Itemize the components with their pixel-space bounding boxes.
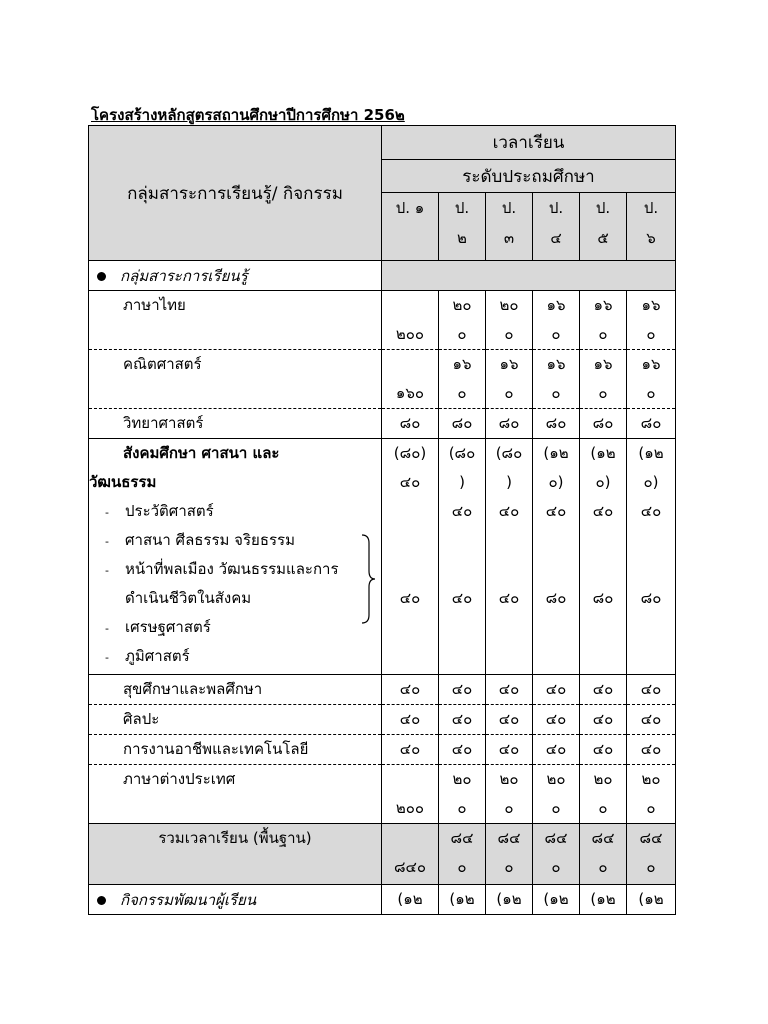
value-cell: ๔๐ (580, 675, 627, 705)
time-header: เวลาเรียน (382, 126, 676, 160)
value-cell: ๔๐ (627, 705, 676, 735)
value-cell: (๑๒ (580, 885, 627, 915)
section-shaded-cell (382, 261, 676, 291)
value-cell: ๔๐ (533, 675, 580, 705)
subject-science: วิทยาศาสตร์ (89, 409, 382, 439)
value-cell: ๔๐ (439, 735, 486, 765)
value-cell: ๘๐ (486, 409, 533, 439)
grade-header: ป. ๒ (439, 193, 486, 261)
value-cell: ๔๐ (486, 675, 533, 705)
value-cell: ๔๐ (382, 705, 439, 735)
value-cell: ๑๖ ๐ (533, 291, 580, 350)
value-cell: ๔๐ (382, 735, 439, 765)
list-item: - เศรษฐศาสตร์ (105, 618, 211, 636)
value-cell: ๒๐ ๐ (486, 291, 533, 350)
section-learning-areas: กลุ่มสาระการเรียนรู้ (89, 261, 382, 291)
bullet-icon (97, 272, 106, 281)
total-cell: ๘๔ ๐ (533, 824, 580, 885)
total-cell: ๘๔๐ (382, 824, 439, 885)
value-cell: ๑๖ ๐ (627, 350, 676, 409)
value-cell: ๒๐ ๐ (486, 765, 533, 824)
list-item: - หน้าที่พลเมือง วัฒนธรรมและการ (105, 560, 339, 578)
grade-header: ป. ๓ (486, 193, 533, 261)
curly-brace-icon (360, 533, 376, 625)
value-cell: ๔๐ (627, 735, 676, 765)
subject-career-tech: การงานอาชีพและเทคโนโลยี (89, 735, 382, 765)
value-cell: (๑๒ (533, 885, 580, 915)
subject-social-studies: สังคมศึกษา ศาสนา และ วัฒนธรรม - ประวัติศาสตร์ - ศาสนา ศีลธรรม จริยธรรม - หน้าที่พลเมือง วัฒนธรรมและการ ดำเนินชีวิตในสังคม - เศรษฐศาสตร์ - ภูมิศาสตร์ (89, 439, 382, 675)
value-cell: ๔๐ (382, 675, 439, 705)
value-cell: ๘๐ (627, 409, 676, 439)
total-cell: ๘๔ ๐ (627, 824, 676, 885)
value-cell: ๑๖ ๐ (627, 291, 676, 350)
document-title: โครงสร้างหลักสูตรสถานศึกษาปีการศึกษา 256๒ (91, 106, 405, 124)
value-cell: ๒๐ ๐ (627, 765, 676, 824)
grade-header: ป. ๖ (627, 193, 676, 261)
curriculum-table (88, 125, 676, 915)
level-header: ระดับประถมศึกษา (382, 160, 676, 193)
list-item: - ประวัติศาสตร์ (105, 502, 214, 520)
value-cell: (๑๒ ๐) ๔๐ ๘๐ (627, 439, 676, 675)
list-item: - ศาสนา ศีลธรรม จริยธรรม (105, 531, 295, 549)
value-cell: ๑๖ ๐ (439, 350, 486, 409)
total-cell: ๘๔ ๐ (439, 824, 486, 885)
list-item: - ภูมิศาสตร์ (105, 647, 190, 665)
value-cell: (๑๒ (627, 885, 676, 915)
grade-header: ป. ๔ (533, 193, 580, 261)
value-cell: ๔๐ (533, 735, 580, 765)
value-cell: (๑๒ (382, 885, 439, 915)
value-cell: ๑๖ ๐ (533, 350, 580, 409)
grade-header: ป. ๑ (382, 193, 439, 261)
value-cell: (๘๐) ๔๐ ๔๐ (382, 439, 439, 675)
value-cell: (๑๒ (439, 885, 486, 915)
value-cell: ๒๐ ๐ (439, 765, 486, 824)
total-hours-label: รวมเวลาเรียน (พื้นฐาน) (89, 824, 382, 885)
value-cell: ๘๐ (439, 409, 486, 439)
value-cell: ๔๐ (533, 705, 580, 735)
value-cell: (๘๐ ) ๔๐ ๔๐ (439, 439, 486, 675)
value-cell: ๔๐ (580, 735, 627, 765)
value-cell: ๑๖ ๐ (580, 291, 627, 350)
subject-thai: ภาษาไทย (89, 291, 382, 350)
value-cell: ๑๖ ๐ (486, 350, 533, 409)
subject-health-pe: สุขศึกษาและพลศึกษา (89, 675, 382, 705)
grade-header: ป. ๕ (580, 193, 627, 261)
value-cell: ๔๐ (486, 705, 533, 735)
value-cell: ๘๐ (580, 409, 627, 439)
subject-foreign-language: ภาษาต่างประเทศ (89, 765, 382, 824)
value-cell: ๔๐ (439, 705, 486, 735)
subject-art: ศิลปะ (89, 705, 382, 735)
group-activity-header: กลุ่มสาระการเรียนรู้/ กิจกรรม (89, 126, 382, 261)
total-cell: ๘๔ ๐ (486, 824, 533, 885)
value-cell: ๔๐ (580, 705, 627, 735)
value-cell: ๘๐ (382, 409, 439, 439)
total-cell: ๘๔ ๐ (580, 824, 627, 885)
list-item: ดำเนินชีวิตในสังคม (125, 589, 252, 607)
value-cell: (๘๐ ) ๔๐ ๔๐ (486, 439, 533, 675)
value-cell: ๑๖๐ (382, 350, 439, 409)
value-cell: ๒๐ ๐ (580, 765, 627, 824)
value-cell: ๒๐๐ (382, 291, 439, 350)
value-cell: ๒๐ ๐ (439, 291, 486, 350)
subject-math: คณิตศาสตร์ (89, 350, 382, 409)
bullet-icon (97, 896, 106, 905)
value-cell: ๑๖ ๐ (580, 350, 627, 409)
value-cell: ๒๐๐ (382, 765, 439, 824)
value-cell: (๑๒ ๐) ๔๐ ๘๐ (580, 439, 627, 675)
value-cell: (๑๒ (486, 885, 533, 915)
value-cell: (๑๒ ๐) ๔๐ ๘๐ (533, 439, 580, 675)
value-cell: ๘๐ (533, 409, 580, 439)
section-learner-activities: กิจกรรมพัฒนาผู้เรียน (89, 885, 382, 915)
value-cell: ๔๐ (439, 675, 486, 705)
value-cell: ๒๐ ๐ (533, 765, 580, 824)
value-cell: ๔๐ (627, 675, 676, 705)
value-cell: ๔๐ (486, 735, 533, 765)
